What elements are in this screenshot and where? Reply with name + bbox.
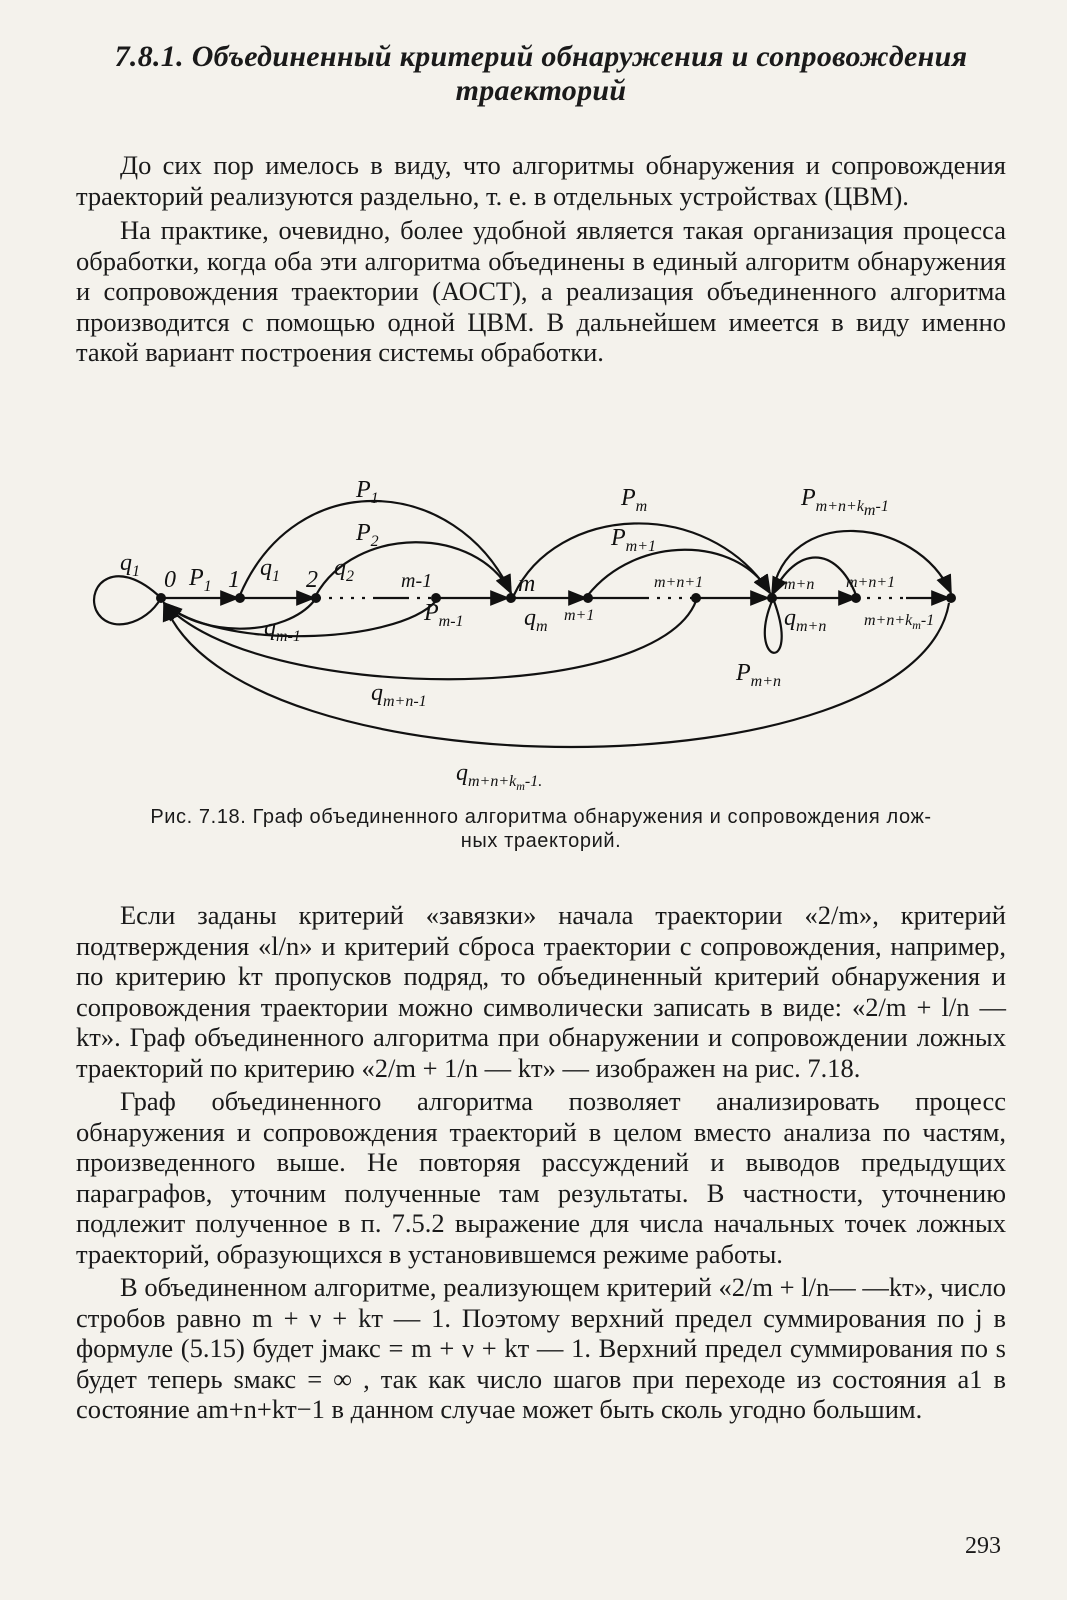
heading-line-2: траекторий (455, 74, 627, 107)
body-text (76, 900, 1006, 1425)
node-m+n+1-b (851, 593, 861, 603)
arc-q1b (164, 601, 314, 629)
label-P2: $P_2$ (356, 520, 379, 550)
node-0 (156, 593, 166, 603)
label-P-top: $P_{m+n+k}т-1$ (801, 485, 889, 519)
node-1 (235, 593, 245, 603)
loop-q1 (94, 576, 161, 624)
paragraph-4: Граф объединенного алгоритма позволяет анализировать процесс обнаружения и сопровождения траекторий в целом вместо анализа по частям, произведенного выше. Не повторяя рассуждений и выводов предыдущих параграфов, уточним полученные там результаты. В частности, уточнению подлежит полученное в п. 7.5.2 выражение для числа начальных точек ложных траекторий, образующихся в установившемся режиме работы. (76, 1086, 1006, 1269)
loop-Pmn (765, 601, 782, 653)
label-qm-1: $q_{m-1}$ (264, 615, 301, 645)
section-heading (76, 40, 1006, 108)
label-qm: $q_m$ (524, 605, 548, 635)
label-q2: $q_2$ (334, 555, 354, 585)
label-node-m+1: m+1 (564, 607, 595, 624)
label-node-m+n: m+n (784, 576, 815, 593)
label-qm+n: $q_{m+n}$ (784, 605, 827, 635)
paragraph-2: На практике, очевидно, более удобной является такая организация процесса обработки, когда оба эти алгоритма объединены в единый алгоритм обнаружения и сопровождения траектории (АОСТ), а реализация объединенного алгоритма производится с помощью одной ЦВМ. В дальнейшем имеется в виду именно такой вариант построения системы обработки. (76, 215, 1006, 367)
label-node-0: 0 (164, 567, 176, 593)
label-node-m+n+1-a: m+n+1 (654, 574, 704, 591)
label-node-last: $m+n+k_т-1$ (864, 612, 935, 632)
figure-caption (76, 805, 1006, 853)
label-node-2: 2 (306, 567, 318, 593)
label-q1-b: $q_1$ (260, 555, 280, 585)
page-number: 293 (965, 1533, 1001, 1559)
paragraph-3: Если заданы критерий «завязки» начала траектории «2/m», критерий подтверждения «l/n» и критерий сброса траектории с сопровождения, например, по критерию kт пропусков подряд, то объединенный критерий обнаружения и сопровождения траектории можно символически записать в виде: «2/m + l/n — kт». Граф объединенного алгоритма при обнаружении и сопровождении ложных траекторий по критерию «2/m + 1/n — kт» — изображен на рис. 7.18. (76, 900, 1006, 1083)
label-P1-top: $P_1$ (356, 477, 379, 507)
label-node-m+n+1-b: m+n+1 (846, 574, 896, 591)
node-m (506, 593, 516, 603)
node-m+n (767, 593, 777, 603)
label-q1: $q_1$ (120, 550, 140, 580)
heading-line-1: 7.8.1. Объединенный критерий обнаружения и сопровождения (114, 40, 968, 73)
arc-qlast (164, 603, 949, 747)
state-graph (56, 435, 1026, 815)
label-node-m-1: m-1 (401, 570, 433, 592)
label-node-1: 1 (228, 567, 240, 593)
node-2 (311, 593, 321, 603)
label-Pm-1: $P_{m-1}$ (424, 600, 464, 630)
paragraph-1: До сих пор имелось в виду, что алгоритмы обнаружения и сопровождения траекторий реализуются раздельно, т. е. в отдельных устройствах (ЦВМ). (76, 150, 1006, 211)
book-page (76, 40, 1006, 1424)
label-Pm+1: $P_{m+1}$ (611, 525, 657, 555)
label-qm+n-1: $q_{m+n-1}$ (371, 680, 427, 710)
label-P1: $P_1$ (189, 565, 212, 595)
node-m+1 (583, 593, 593, 603)
label-node-m: m (518, 571, 536, 597)
node-m+n+1-a (691, 593, 701, 603)
label-q-last: $q_{m+n+k}т-1$. (456, 760, 543, 793)
caption-line-2: ных траекторий. (460, 830, 622, 852)
figure-7-18 (56, 435, 1026, 815)
node-last (946, 593, 956, 603)
label-Pm: $P_m$ (621, 485, 648, 515)
paragraph-5: В объединенном алгоритме, реализующем критерий «2/m + l/n— —kт», число стробов равно m + ν + kт — 1. Поэтому верхний предел суммирования по j в формуле (5.15) будет jмакс = m + ν + kт — 1. Верхний предел суммирования по s будет теперь sмакс = ∞ , так как число шагов при переходе из состояния a1 в состояние am+n+kт−1 в данном случае может быть сколь угодно большим. (76, 1272, 1006, 1424)
intro-text (76, 150, 1006, 368)
caption-line-1: Рис. 7.18. Граф объединенного алгоритма обнаружения и сопровождения лож- (150, 806, 932, 828)
label-Pm+n: $P_{m+n}$ (736, 660, 782, 690)
